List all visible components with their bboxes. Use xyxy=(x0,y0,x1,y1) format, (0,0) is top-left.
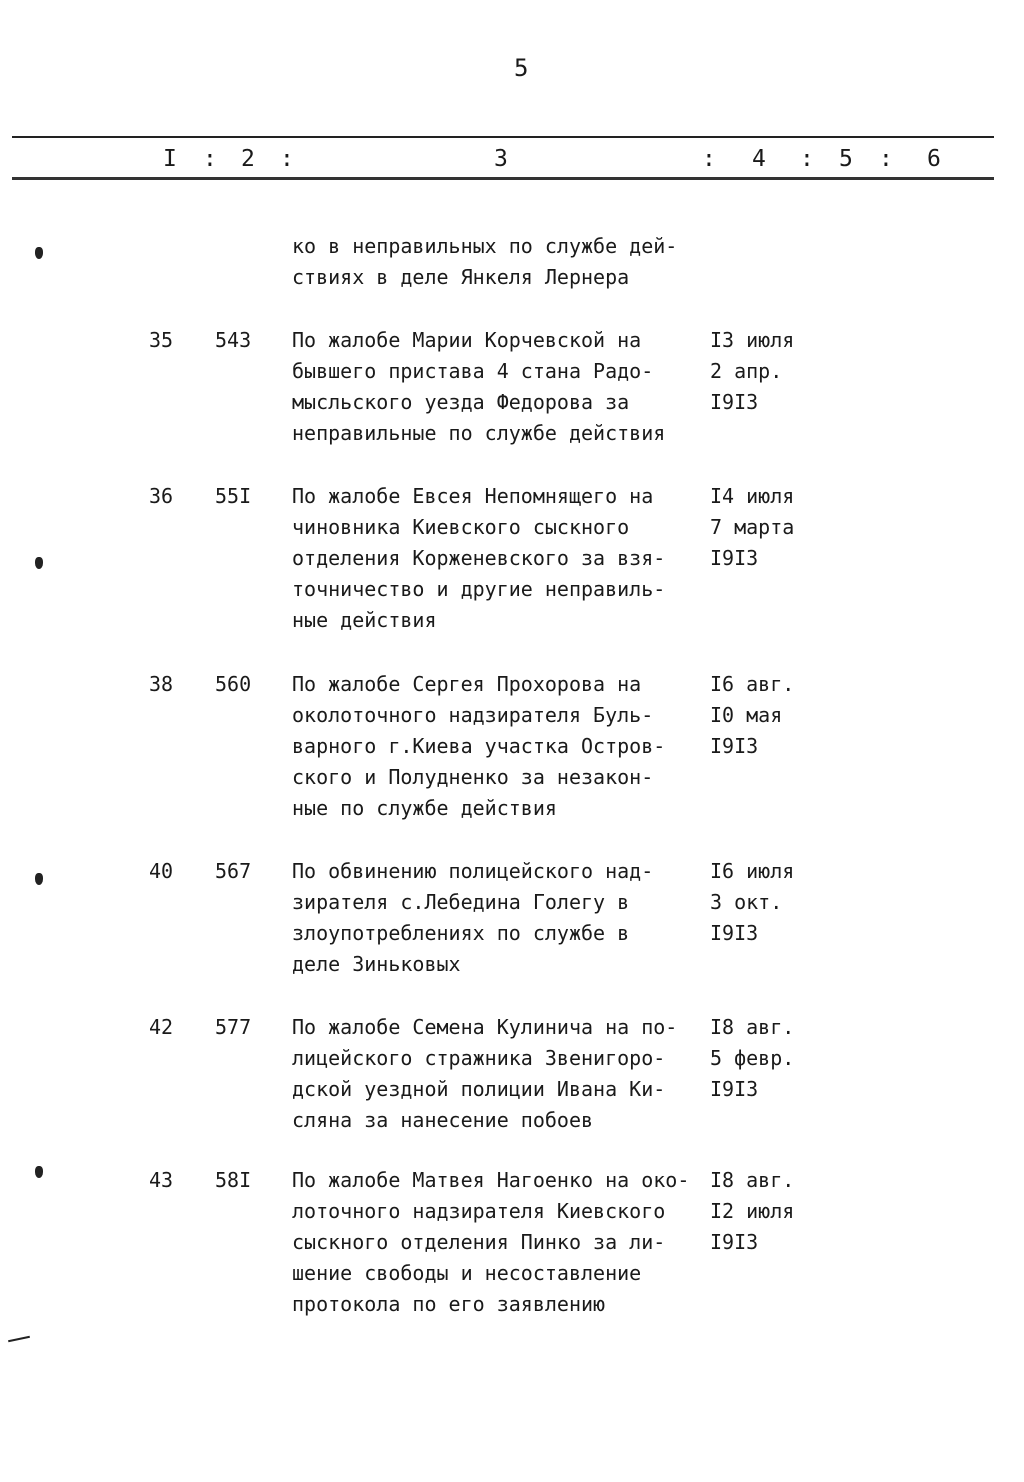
date-line: I8 авг. xyxy=(710,1015,795,1039)
entry-code: 567 xyxy=(215,859,252,883)
description-line: злоупотреблениях по службе в xyxy=(292,921,630,945)
entry-dates xyxy=(710,481,820,574)
binder-hole-mark xyxy=(35,247,43,259)
description-line: По обвинению полицейского над- xyxy=(292,859,654,883)
description-line: чиновника Киевского сыскного xyxy=(292,515,630,539)
date-line: I9I3 xyxy=(710,1077,759,1101)
entry-code: 58I xyxy=(215,1168,252,1192)
description-line: сляна за нанесение побоев xyxy=(292,1108,594,1132)
binder-hole-mark xyxy=(35,873,43,885)
entry-code: 543 xyxy=(215,328,252,352)
description-line: сыскного отделения Пинко за ли- xyxy=(292,1230,666,1254)
date-line: I4 июля xyxy=(710,484,795,508)
entry-description xyxy=(292,481,712,636)
entry-description xyxy=(292,325,712,449)
description-line: бывшего пристава 4 стана Радо- xyxy=(292,359,654,383)
description-line: протокола по его заявлению xyxy=(292,1292,606,1316)
date-line: 5 февр. xyxy=(710,1046,795,1070)
entry-dates xyxy=(710,669,820,762)
column-separator: : xyxy=(879,146,893,172)
entry-description xyxy=(292,1165,712,1320)
description-line: По жалобе Евсея Непомнящего на xyxy=(292,484,654,508)
description-line: лицейского стражника Звенигоро- xyxy=(292,1046,666,1070)
entry-code: 560 xyxy=(215,672,252,696)
header-top-rule xyxy=(12,136,994,138)
column-separator: : xyxy=(280,146,294,172)
description-line: По жалобе Сергея Прохорова на xyxy=(292,672,642,696)
date-line: 2 апр. xyxy=(710,359,783,383)
description-line: ствиях в деле Янкеля Лернера xyxy=(292,265,630,289)
entry-description xyxy=(292,669,712,824)
page-number: 5 xyxy=(514,54,529,82)
date-line: I3 июля xyxy=(710,328,795,352)
header-bottom-rule xyxy=(12,177,994,180)
margin-dash-mark xyxy=(8,1336,30,1343)
entry-number: 43 xyxy=(149,1168,174,1192)
description-line: варного г.Киева участка Остров- xyxy=(292,734,666,758)
date-line: 7 марта xyxy=(710,515,795,539)
date-line: I2 июля xyxy=(710,1199,795,1223)
description-line: ского и Полудненко за незакон- xyxy=(292,765,654,789)
column-header-5: 5 xyxy=(839,146,853,172)
entry-number: 38 xyxy=(149,672,174,696)
date-line: I9I3 xyxy=(710,390,759,414)
column-header-2: 2 xyxy=(241,146,255,172)
date-line: I0 мая xyxy=(710,703,783,727)
description-line: По жалобе Семена Кулинича на по- xyxy=(292,1015,678,1039)
entry-number: 36 xyxy=(149,484,174,508)
date-line: I9I3 xyxy=(710,1230,759,1254)
description-line: мысльского уезда Федорова за xyxy=(292,390,630,414)
description-line: околоточного надзирателя Буль- xyxy=(292,703,654,727)
entry-dates xyxy=(710,856,820,949)
date-line: I8 авг. xyxy=(710,1168,795,1192)
description-line: неправильные по службе действия xyxy=(292,421,666,445)
column-header-row xyxy=(0,146,1024,176)
description-line: дской уездной полиции Ивана Ки- xyxy=(292,1077,666,1101)
entry-code: 577 xyxy=(215,1015,252,1039)
description-line: зирателя с.Лебедина Голегу в xyxy=(292,890,630,914)
column-header-4: 4 xyxy=(752,146,766,172)
binder-hole-mark xyxy=(35,1166,43,1178)
description-line: ные действия xyxy=(292,608,437,632)
date-line: I9I3 xyxy=(710,546,759,570)
description-line: ные по службе действия xyxy=(292,796,557,820)
entry-dates xyxy=(710,1012,820,1105)
description-line: шение свободы и несоставление xyxy=(292,1261,642,1285)
description-line: точничество и другие неправиль- xyxy=(292,577,666,601)
column-separator: : xyxy=(702,146,716,172)
description-line: лоточного надзирателя Киевского xyxy=(292,1199,666,1223)
entry-number: 40 xyxy=(149,859,174,883)
column-header-3: 3 xyxy=(494,146,508,172)
description-line: По жалобе Марии Корчевской на xyxy=(292,328,642,352)
entry-dates xyxy=(710,1165,820,1258)
description-line: По жалобе Матвея Нагоенко на око- xyxy=(292,1168,690,1192)
column-separator: : xyxy=(800,146,814,172)
entry-number: 35 xyxy=(149,328,174,352)
column-separator: : xyxy=(203,146,217,172)
entry-dates xyxy=(710,325,820,418)
binder-hole-mark xyxy=(35,557,43,569)
date-line: I9I3 xyxy=(710,921,759,945)
date-line: I6 июля xyxy=(710,859,795,883)
entry-number: 42 xyxy=(149,1015,174,1039)
entry-description xyxy=(292,1012,712,1136)
column-header-6: 6 xyxy=(927,146,941,172)
description-line: отделения Корженевского за взя- xyxy=(292,546,666,570)
date-line: 3 окт. xyxy=(710,890,783,914)
entry-description xyxy=(292,231,712,293)
entry-code: 55I xyxy=(215,484,252,508)
date-line: I6 авг. xyxy=(710,672,795,696)
entry-description xyxy=(292,856,712,980)
description-line: ко в неправильных по службе дей- xyxy=(292,234,678,258)
description-line: деле Зиньковых xyxy=(292,952,461,976)
column-header-1: I xyxy=(163,146,177,172)
date-line: I9I3 xyxy=(710,734,759,758)
